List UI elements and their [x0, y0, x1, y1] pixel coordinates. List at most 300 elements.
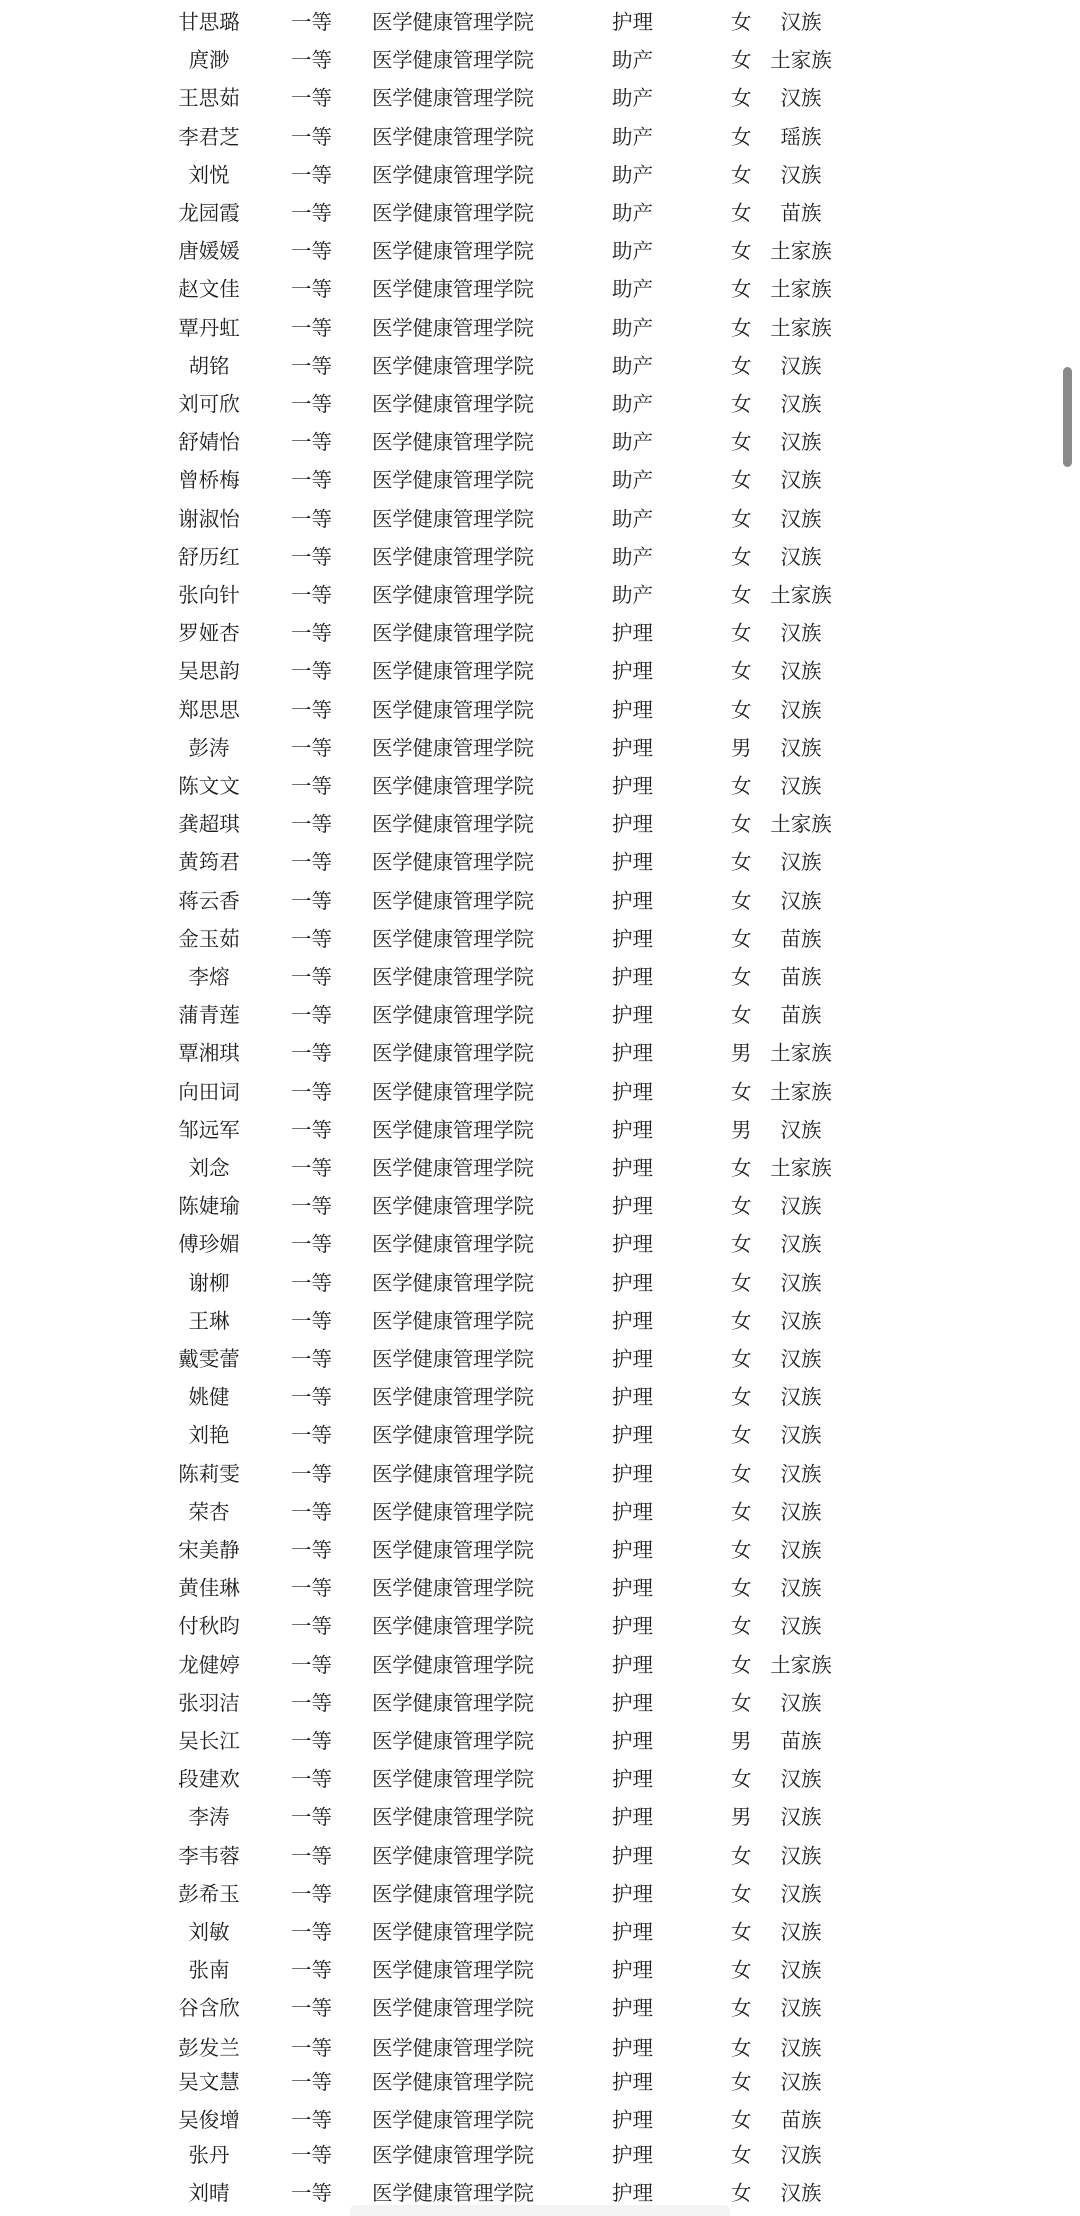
- college-name: 医学健康管理学院: [372, 277, 534, 302]
- ethnicity: 汉族: [780, 774, 822, 798]
- award-level: 一等: [291, 1385, 332, 1410]
- table-row: [0, 3, 1080, 41]
- major-name: 护理: [612, 1194, 653, 1219]
- ethnicity: 汉族: [780, 353, 822, 378]
- major-name: 护理: [612, 1499, 653, 1524]
- table-row: [0, 1264, 1080, 1302]
- major-name: 护理: [612, 1652, 653, 1677]
- student-name: 黄佳琳: [178, 1576, 240, 1601]
- college-name: 医学健康管理学院: [372, 1079, 534, 1104]
- student-name: 胡铭: [188, 353, 230, 378]
- college-name: 医学健康管理学院: [372, 1194, 534, 1219]
- major-name: 护理: [612, 621, 653, 646]
- ethnicity: 汉族: [780, 1843, 822, 1868]
- ethnicity: 土家族: [770, 1041, 832, 1066]
- gender: 女: [731, 1423, 752, 1448]
- major-name: 护理: [612, 1423, 653, 1448]
- student-name: 谢柳: [188, 1270, 230, 1295]
- table-row: [0, 1111, 1080, 1149]
- gender: 女: [731, 10, 752, 34]
- major-name: 助产: [612, 124, 653, 149]
- table-row: [0, 118, 1080, 156]
- major-name: 护理: [612, 1767, 653, 1792]
- ethnicity: 汉族: [780, 2143, 822, 2167]
- gender: 女: [731, 926, 752, 951]
- ethnicity: 汉族: [780, 162, 822, 187]
- major-name: 护理: [612, 1079, 653, 1104]
- student-name: 张南: [188, 1958, 230, 1983]
- award-level: 一等: [291, 277, 332, 302]
- table-row: [0, 652, 1080, 690]
- table-row: [0, 1569, 1080, 1607]
- college-name: 医学健康管理学院: [372, 1347, 534, 1371]
- student-name: 龙健婷: [178, 1652, 240, 1677]
- major-name: 助产: [612, 392, 653, 416]
- award-level: 一等: [291, 583, 332, 607]
- ethnicity: 土家族: [770, 277, 832, 302]
- major-name: 助产: [612, 506, 653, 531]
- student-name: 刘念: [188, 1156, 230, 1180]
- ethnicity: 汉族: [780, 1920, 822, 1944]
- table-row: [0, 882, 1080, 920]
- student-name: 彭希玉: [178, 1881, 240, 1906]
- major-name: 护理: [612, 1614, 653, 1639]
- gender: 女: [731, 1194, 752, 1219]
- ethnicity: 苗族: [780, 201, 822, 225]
- table-row: [0, 1455, 1080, 1493]
- gender: 女: [731, 1881, 752, 1906]
- ethnicity: 汉族: [780, 1461, 822, 1486]
- college-name: 医学健康管理学院: [372, 239, 534, 264]
- major-name: 护理: [612, 659, 653, 684]
- student-name: 舒婧怡: [178, 430, 240, 455]
- award-level: 一等: [291, 1347, 332, 1371]
- ethnicity: 苗族: [780, 1003, 822, 1028]
- ethnicity: 汉族: [780, 888, 822, 913]
- major-name: 护理: [612, 1156, 653, 1180]
- college-name: 医学健康管理学院: [372, 544, 534, 569]
- gender: 女: [731, 239, 752, 264]
- table-row: [0, 1340, 1080, 1378]
- student-name: 张羽洁: [178, 1690, 240, 1715]
- ethnicity: 汉族: [780, 850, 822, 875]
- award-level: 一等: [291, 1117, 332, 1142]
- student-name: 罗娅杏: [178, 621, 240, 646]
- gender: 女: [731, 1958, 752, 1983]
- major-name: 护理: [612, 1003, 653, 1028]
- major-name: 助产: [612, 583, 653, 607]
- student-name: 庹渺: [188, 48, 230, 73]
- award-level: 一等: [291, 1767, 332, 1792]
- major-name: 护理: [612, 774, 653, 798]
- ethnicity: 汉族: [780, 1270, 822, 1295]
- college-name: 医学健康管理学院: [372, 1805, 534, 1830]
- student-name: 刘晴: [188, 2181, 230, 2205]
- gender: 女: [731, 48, 752, 73]
- award-level: 一等: [291, 1270, 332, 1295]
- gender: 女: [731, 1690, 752, 1715]
- ethnicity: 瑶族: [780, 124, 822, 149]
- award-level: 一等: [291, 1729, 332, 1753]
- student-name: 覃湘琪: [178, 1041, 240, 1066]
- major-name: 护理: [612, 1461, 653, 1486]
- award-level: 一等: [291, 812, 332, 837]
- ethnicity: 汉族: [780, 1958, 822, 1983]
- ethnicity: 土家族: [770, 1652, 832, 1677]
- college-name: 医学健康管理学院: [372, 888, 534, 913]
- table-row: [0, 1187, 1080, 1225]
- college-name: 医学健康管理学院: [372, 1117, 534, 1142]
- student-name: 傅珍媚: [178, 1232, 240, 1257]
- student-name: 姚健: [188, 1385, 230, 1410]
- ethnicity: 汉族: [780, 1347, 822, 1371]
- ethnicity: 汉族: [780, 1805, 822, 1830]
- table-row: [0, 194, 1080, 232]
- table-row: [0, 729, 1080, 767]
- award-level: 一等: [291, 1003, 332, 1028]
- major-name: 助产: [612, 48, 653, 73]
- ethnicity: 汉族: [780, 1194, 822, 1219]
- ethnicity: 汉族: [780, 1690, 822, 1715]
- ethnicity: 汉族: [780, 1576, 822, 1601]
- table-row: [0, 423, 1080, 461]
- student-name: 戴雯蕾: [178, 1347, 240, 1371]
- ethnicity: 土家族: [770, 315, 832, 340]
- student-name: 刘艳: [188, 1423, 230, 1448]
- award-level: 一等: [291, 697, 332, 722]
- award-level: 一等: [291, 1652, 332, 1677]
- award-level: 一等: [291, 1996, 332, 2021]
- ethnicity: 汉族: [780, 621, 822, 646]
- table-row: [0, 2029, 1080, 2067]
- table-row: [0, 576, 1080, 614]
- college-name: 医学健康管理学院: [372, 506, 534, 531]
- gender: 女: [731, 1538, 752, 1562]
- major-name: 助产: [612, 86, 653, 111]
- award-level: 一等: [291, 315, 332, 340]
- ethnicity: 土家族: [770, 48, 832, 73]
- table-row: [0, 1607, 1080, 1645]
- award-level: 一等: [291, 1423, 332, 1448]
- table-row: [0, 958, 1080, 996]
- table-row: [0, 156, 1080, 194]
- major-name: 护理: [612, 1117, 653, 1142]
- award-level: 一等: [291, 544, 332, 569]
- table-row: [0, 1646, 1080, 1684]
- college-name: 医学健康管理学院: [372, 201, 534, 225]
- gender: 男: [731, 1117, 752, 1142]
- major-name: 护理: [612, 1958, 653, 1983]
- college-name: 医学健康管理学院: [372, 1881, 534, 1906]
- award-level: 一等: [291, 1805, 332, 1830]
- gender: 女: [731, 277, 752, 302]
- gender: 女: [731, 812, 752, 837]
- college-name: 医学健康管理学院: [372, 1232, 534, 1257]
- student-name: 吴俊增: [178, 2108, 240, 2132]
- award-level: 一等: [291, 2070, 332, 2094]
- award-level: 一等: [291, 1614, 332, 1639]
- student-name: 郑思思: [178, 697, 240, 722]
- award-level: 一等: [291, 430, 332, 455]
- table-row: [0, 1493, 1080, 1531]
- major-name: 护理: [612, 1538, 653, 1562]
- table-row: [0, 1149, 1080, 1187]
- major-name: 护理: [612, 1041, 653, 1066]
- gender: 女: [731, 1767, 752, 1792]
- major-name: 护理: [612, 2108, 653, 2132]
- award-level: 一等: [291, 48, 332, 73]
- major-name: 护理: [612, 1270, 653, 1295]
- award-level: 一等: [291, 1690, 332, 1715]
- table-row: [0, 1875, 1080, 1913]
- award-level: 一等: [291, 353, 332, 378]
- gender: 女: [731, 583, 752, 607]
- ethnicity: 汉族: [780, 430, 822, 455]
- table-row: [0, 385, 1080, 423]
- table-row: [0, 767, 1080, 805]
- major-name: 护理: [612, 965, 653, 989]
- student-name: 舒历红: [178, 544, 240, 569]
- major-name: 护理: [612, 850, 653, 875]
- college-name: 医学健康管理学院: [372, 1652, 534, 1677]
- ethnicity: 汉族: [780, 1881, 822, 1906]
- student-name: 吴长江: [178, 1729, 240, 1753]
- college-name: 医学健康管理学院: [372, 1958, 534, 1983]
- gender: 女: [731, 888, 752, 913]
- college-name: 医学健康管理学院: [372, 2036, 534, 2060]
- award-level: 一等: [291, 659, 332, 684]
- ethnicity: 汉族: [780, 468, 822, 493]
- student-name: 赵文佳: [178, 277, 240, 302]
- ethnicity: 汉族: [780, 1996, 822, 2021]
- major-name: 护理: [612, 2181, 653, 2205]
- major-name: 护理: [612, 926, 653, 951]
- table-row: [0, 232, 1080, 270]
- major-name: 助产: [612, 277, 653, 302]
- student-name: 彭发兰: [178, 2036, 240, 2060]
- table-row: [0, 1378, 1080, 1416]
- student-name: 付秋昀: [178, 1614, 240, 1639]
- student-name: 谷含欣: [178, 1996, 240, 2021]
- student-name: 刘可欣: [178, 392, 240, 416]
- ethnicity: 汉族: [780, 1385, 822, 1410]
- college-name: 医学健康管理学院: [372, 2181, 534, 2205]
- ethnicity: 汉族: [780, 1232, 822, 1257]
- gender: 女: [731, 1003, 752, 1028]
- major-name: 护理: [612, 735, 653, 760]
- gender: 女: [731, 2070, 752, 2094]
- major-name: 护理: [612, 1920, 653, 1944]
- table-row: [0, 1913, 1080, 1951]
- gender: 女: [731, 86, 752, 111]
- college-name: 医学健康管理学院: [372, 621, 534, 646]
- award-level: 一等: [291, 2181, 332, 2205]
- college-name: 医学健康管理学院: [372, 48, 534, 73]
- gender: 女: [731, 1614, 752, 1639]
- award-level: 一等: [291, 1499, 332, 1524]
- major-name: 助产: [612, 239, 653, 264]
- table-row: [0, 41, 1080, 79]
- gender: 女: [731, 1156, 752, 1180]
- table-row: [0, 1302, 1080, 1340]
- table-row: [0, 1225, 1080, 1263]
- major-name: 护理: [612, 1729, 653, 1753]
- table-row: [0, 996, 1080, 1034]
- award-level: 一等: [291, 392, 332, 416]
- major-name: 护理: [612, 1805, 653, 1830]
- award-level: 一等: [291, 1576, 332, 1601]
- gender: 女: [731, 2108, 752, 2132]
- gender: 女: [731, 1576, 752, 1601]
- table-row: [0, 2063, 1080, 2101]
- ethnicity: 汉族: [780, 506, 822, 531]
- major-name: 助产: [612, 544, 653, 569]
- student-name: 李君芝: [178, 124, 240, 149]
- ethnicity: 土家族: [770, 1079, 832, 1104]
- student-name: 荣杏: [188, 1499, 230, 1524]
- college-name: 医学健康管理学院: [372, 1767, 534, 1792]
- award-level: 一等: [291, 850, 332, 875]
- gender: 女: [731, 774, 752, 798]
- student-name: 陈莉雯: [178, 1461, 240, 1486]
- gender: 女: [731, 1843, 752, 1868]
- college-name: 医学健康管理学院: [372, 735, 534, 760]
- award-level: 一等: [291, 774, 332, 798]
- award-level: 一等: [291, 888, 332, 913]
- table-row: [0, 2101, 1080, 2139]
- award-level: 一等: [291, 1881, 332, 1906]
- student-name: 李熔: [188, 965, 230, 989]
- major-name: 护理: [612, 2070, 653, 2094]
- gender: 男: [731, 1805, 752, 1830]
- gender: 女: [731, 353, 752, 378]
- table-row: [0, 1684, 1080, 1722]
- award-level: 一等: [291, 86, 332, 111]
- award-level: 一等: [291, 468, 332, 493]
- gender: 女: [731, 1270, 752, 1295]
- student-name: 金玉茹: [178, 926, 240, 951]
- award-level: 一等: [291, 1538, 332, 1562]
- student-name: 曾桥梅: [178, 468, 240, 493]
- college-name: 医学健康管理学院: [372, 1690, 534, 1715]
- major-name: 护理: [612, 812, 653, 837]
- major-name: 护理: [612, 10, 653, 34]
- ethnicity: 汉族: [780, 86, 822, 111]
- college-name: 医学健康管理学院: [372, 1308, 534, 1333]
- student-name: 吴文慧: [178, 2070, 240, 2094]
- gender: 女: [731, 468, 752, 493]
- ethnicity: 汉族: [780, 2070, 822, 2094]
- college-name: 医学健康管理学院: [372, 812, 534, 837]
- award-level: 一等: [291, 1041, 332, 1066]
- student-name: 刘敏: [188, 1920, 230, 1944]
- bottom-toolbar-shadow: [350, 2205, 730, 2216]
- college-name: 医学健康管理学院: [372, 1729, 534, 1753]
- ethnicity: 汉族: [780, 1117, 822, 1142]
- student-name: 宋美静: [178, 1538, 240, 1562]
- major-name: 护理: [612, 1843, 653, 1868]
- ethnicity: 汉族: [780, 1614, 822, 1639]
- ethnicity: 汉族: [780, 697, 822, 722]
- table-row: [0, 1951, 1080, 1989]
- award-level: 一等: [291, 1232, 332, 1257]
- award-level: 一等: [291, 1958, 332, 1983]
- major-name: 护理: [612, 2036, 653, 2060]
- college-name: 医学健康管理学院: [372, 697, 534, 722]
- student-name: 向田词: [178, 1079, 240, 1104]
- gender: 女: [731, 659, 752, 684]
- award-level: 一等: [291, 965, 332, 989]
- ethnicity: 汉族: [780, 392, 822, 416]
- gender: 女: [731, 1652, 752, 1677]
- college-name: 医学健康管理学院: [372, 2108, 534, 2132]
- major-name: 助产: [612, 201, 653, 225]
- award-level: 一等: [291, 1843, 332, 1868]
- table-row: [0, 1798, 1080, 1836]
- ethnicity: 汉族: [780, 1538, 822, 1562]
- table-row: [0, 1989, 1080, 2027]
- college-name: 医学健康管理学院: [372, 583, 534, 607]
- student-name: 吴思韵: [178, 659, 240, 684]
- college-name: 医学健康管理学院: [372, 1461, 534, 1486]
- ethnicity: 汉族: [780, 2036, 822, 2060]
- award-level: 一等: [291, 735, 332, 760]
- college-name: 医学健康管理学院: [372, 430, 534, 455]
- student-name: 刘悦: [188, 162, 230, 187]
- major-name: 助产: [612, 162, 653, 187]
- student-name: 张向针: [178, 583, 240, 607]
- college-name: 医学健康管理学院: [372, 850, 534, 875]
- ethnicity: 汉族: [780, 544, 822, 569]
- table-row: [0, 79, 1080, 117]
- award-level: 一等: [291, 162, 332, 187]
- ethnicity: 土家族: [770, 583, 832, 607]
- college-name: 医学健康管理学院: [372, 1920, 534, 1944]
- table-row: [0, 1531, 1080, 1569]
- ethnicity: 汉族: [780, 10, 822, 34]
- ethnicity: 土家族: [770, 812, 832, 837]
- award-level: 一等: [291, 201, 332, 225]
- vertical-scrollbar[interactable]: [1063, 367, 1072, 467]
- table-row: [0, 805, 1080, 843]
- table-row: [0, 1034, 1080, 1072]
- ethnicity: 汉族: [780, 1423, 822, 1448]
- ethnicity: 土家族: [770, 1156, 832, 1180]
- college-name: 医学健康管理学院: [372, 659, 534, 684]
- table-row: [0, 1760, 1080, 1798]
- award-level: 一等: [291, 124, 332, 149]
- gender: 男: [731, 1729, 752, 1753]
- college-name: 医学健康管理学院: [372, 1614, 534, 1639]
- college-name: 医学健康管理学院: [372, 1423, 534, 1448]
- student-name: 陈文文: [178, 774, 240, 798]
- ethnicity: 土家族: [770, 239, 832, 264]
- table-row: [0, 309, 1080, 347]
- ethnicity: 汉族: [780, 2181, 822, 2205]
- major-name: 助产: [612, 430, 653, 455]
- gender: 女: [731, 124, 752, 149]
- table-row: [0, 347, 1080, 385]
- student-name: 王琳: [188, 1308, 230, 1333]
- college-name: 医学健康管理学院: [372, 2070, 534, 2094]
- gender: 女: [731, 506, 752, 531]
- college-name: 医学健康管理学院: [372, 965, 534, 989]
- award-level: 一等: [291, 1920, 332, 1944]
- student-name: 黄筠君: [178, 850, 240, 875]
- college-name: 医学健康管理学院: [372, 926, 534, 951]
- award-level: 一等: [291, 1308, 332, 1333]
- table-row: [0, 500, 1080, 538]
